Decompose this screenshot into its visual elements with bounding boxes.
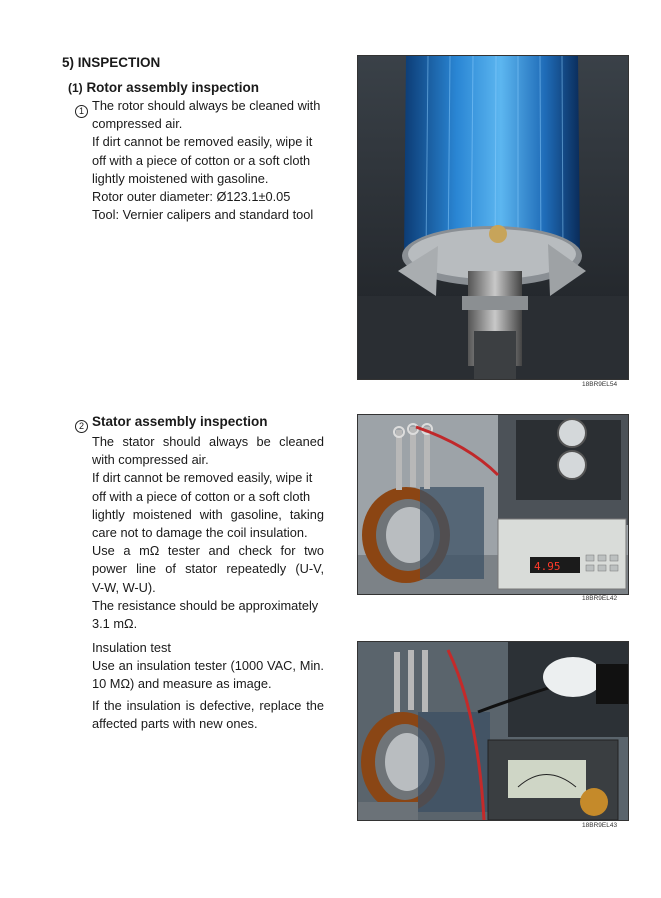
stator-photo-caption: 18BR9EL42 — [582, 595, 618, 602]
stator-title: Stator assembly inspection — [92, 414, 268, 429]
rotor-line: compressed air. — [92, 116, 183, 132]
rotor-text — [92, 97, 332, 224]
meter-display: 4.95 — [534, 560, 561, 573]
insulation-line: If the insulation is defective, replace the — [92, 697, 324, 713]
insulation-text — [92, 639, 324, 733]
rotor-line: If dirt cannot be removed easily, wipe it — [92, 134, 313, 150]
rotor-line: off with a piece of cotton or a soft cloth — [92, 152, 311, 168]
insulation-photo-caption: 18BR9EL43 — [582, 822, 618, 829]
stator-line: Use a mΩ tester and check for two — [92, 543, 324, 559]
stator-line: 3.1 mΩ. — [92, 616, 138, 632]
rotor-number: (1) — [68, 81, 83, 95]
stator-line: The stator should always be cleaned — [92, 434, 324, 449]
stator-text — [92, 433, 324, 633]
section-number: 5) — [62, 55, 75, 70]
rotor-marker — [75, 101, 88, 119]
insulation-line: Use an insulation tester (1000 VAC, Min. — [92, 658, 324, 674]
stator-marker — [75, 416, 88, 434]
stator-line: If dirt cannot be removed easily, wipe it — [92, 470, 313, 486]
insulation-title: Insulation test — [92, 640, 171, 655]
stator-photo — [357, 414, 629, 595]
rotor-line: Rotor outer diameter: Ø123.1±0.05 — [92, 189, 291, 205]
rotor-heading — [68, 80, 259, 95]
rotor-photo — [357, 55, 629, 380]
circled-number-2: 2 — [75, 420, 88, 433]
section-heading — [62, 55, 160, 70]
insulation-line: 10 MΩ) and measure as image. — [92, 676, 272, 692]
stator-line: V-W, W-U). — [92, 579, 156, 595]
insulation-line: affected parts with new ones. — [92, 715, 258, 731]
insulation-photo — [357, 641, 629, 821]
circled-number-1: 1 — [75, 105, 88, 118]
rotor-line: lightly moistened with gasoline. — [92, 170, 269, 186]
section-title: INSPECTION — [77, 55, 161, 70]
rotor-line: Tool: Vernier calipers and standard tool — [92, 207, 314, 223]
stator-line: with compressed air. — [92, 452, 209, 468]
rotor-line: The rotor should always be cleaned with — [92, 98, 321, 113]
rotor-photo-caption: 18BR9EL54 — [582, 381, 618, 388]
rotor-title: Rotor assembly inspection — [86, 80, 259, 95]
stator-line: The resistance should be approximately — [92, 597, 319, 613]
stator-line: lightly moistened with gasoline, taking — [92, 506, 324, 522]
stator-line: care not to damage the coil insulation. — [92, 525, 308, 541]
stator-line: off with a piece of cotton or a soft cloth — [92, 488, 311, 504]
stator-line: power line of stator repeatedly (U-V, — [92, 561, 324, 577]
